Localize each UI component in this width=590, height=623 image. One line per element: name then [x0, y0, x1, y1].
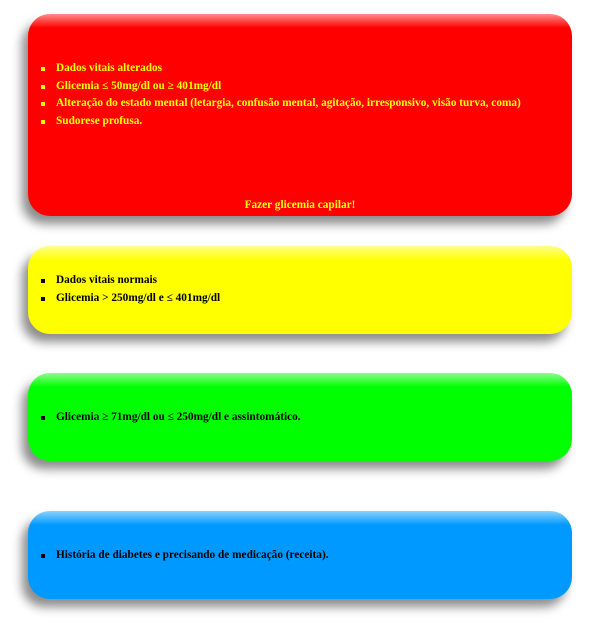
criteria-text: Sudorese profusa.	[56, 114, 143, 127]
criteria-list	[38, 547, 558, 565]
bullet-icon	[41, 67, 45, 71]
bullet-icon	[41, 554, 45, 558]
criteria-text: Glicemia ≤ 50mg/dl ou ≥ 401mg/dl	[56, 79, 222, 92]
bullet-icon	[41, 85, 45, 89]
criteria-text: Alteração do estado mental (letargia, confusão mental, agitação, irresponsivo, visão turva, coma)	[56, 97, 521, 109]
criteria-list	[38, 60, 558, 130]
triage-card-yellow	[28, 246, 572, 334]
criteria-text: Dados vitais normais	[56, 274, 158, 286]
bullet-icon	[41, 297, 45, 301]
criteria-item	[38, 60, 558, 78]
criteria-item	[38, 95, 558, 113]
triage-card-red	[28, 14, 572, 216]
triage-card-green	[28, 373, 572, 461]
criteria-item	[38, 547, 558, 565]
criteria-text: Glicemia > 250mg/dl e ≤ 401mg/dl	[56, 291, 221, 304]
criteria-text: Dados vitais alterados	[56, 62, 163, 74]
bullet-icon	[41, 279, 45, 283]
criteria-item	[38, 113, 558, 131]
action-note: Fazer glicemia capilar!	[244, 199, 356, 211]
criteria-list	[38, 409, 558, 427]
triage-card-blue	[28, 511, 572, 599]
bullet-icon	[41, 102, 45, 106]
criteria-list	[38, 272, 558, 307]
criteria-text: História de diabetes e precisando de medicação (receita).	[56, 549, 329, 561]
criteria-item	[38, 409, 558, 427]
criteria-item	[38, 78, 558, 96]
bullet-icon	[41, 120, 45, 124]
bullet-icon	[41, 416, 45, 420]
criteria-text: Glicemia ≥ 71mg/dl ou ≤ 250mg/dl e assintomático.	[56, 411, 301, 423]
criteria-item	[38, 290, 558, 308]
criteria-item	[38, 272, 558, 290]
